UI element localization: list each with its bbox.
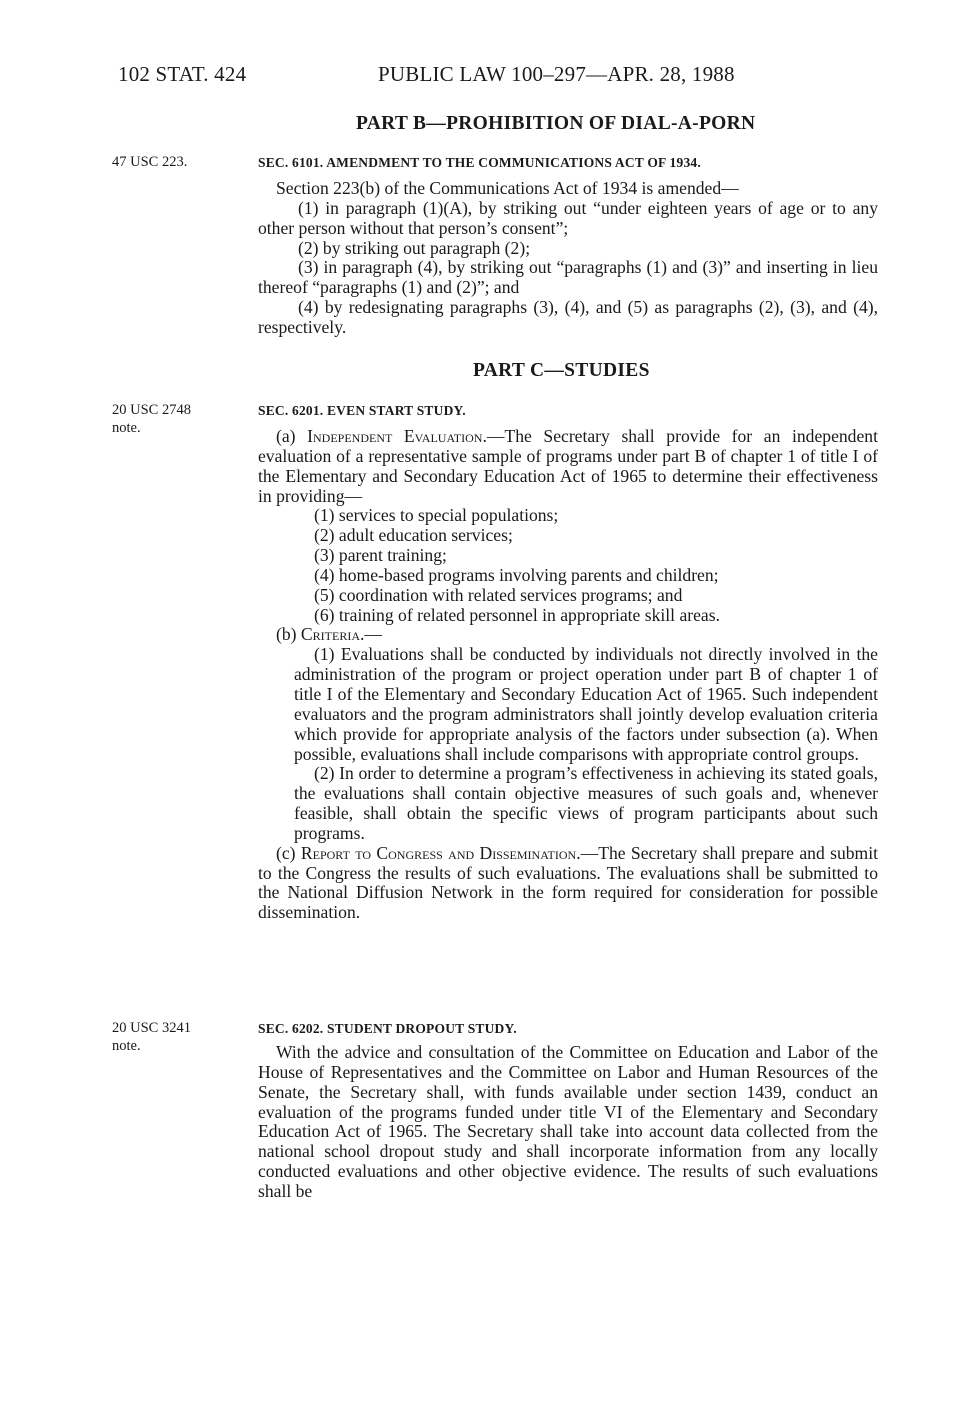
- subsection-a-item-5: (5) coordination with related services programs; and: [314, 584, 683, 605]
- margin-note-line: note.: [112, 1038, 141, 1054]
- sec-6101-item-2: (2) by striking out paragraph (2);: [298, 237, 531, 258]
- page-reference: 102 STAT. 424: [118, 62, 247, 86]
- subsection-b: [258, 625, 878, 645]
- subsection-a-label: (a): [276, 426, 308, 446]
- law-reference: PUBLIC LAW 100–297—APR. 28, 1988: [378, 62, 735, 86]
- subsection-b-dash: —: [364, 624, 382, 645]
- margin-note-line: 20 USC 2748: [112, 402, 191, 418]
- sec-6101-intro: Section 223(b) of the Communications Act of 1934 is amended—: [276, 178, 739, 198]
- sec-6101-item-1: (1) in paragraph (1)(A), by striking out “under eighteen years of age or to any other person without that person’s consent”;: [258, 197, 878, 238]
- subsection-c-text: —The Secretary shall prepare and submit to the Congress the results of such evaluations. The evaluations shall be submitted to the National Diffusion Network in the form required for consideration for possible dissemination.: [258, 842, 878, 923]
- subsection-c: [258, 844, 878, 923]
- subsection-c-caption: Report to Congress and Dissemination.: [300, 842, 581, 863]
- subsection-a-item-2: (2) adult education services;: [314, 525, 513, 546]
- sec-6101-item-4: (4) by redesignating paragraphs (3), (4), and (5) as paragraphs (2), (3), and (4), respectively.: [258, 297, 878, 337]
- subsection-b-label: (b): [276, 624, 301, 645]
- sec-6101-heading: SEC. 6101. AMENDMENT TO THE COMMUNICATIONS ACT OF 1934.: [258, 155, 701, 170]
- margin-note-20-usc-3241: [112, 1019, 191, 1055]
- part-b-title: PART B—PROHIBITION OF DIAL-A-PORN: [356, 113, 756, 134]
- subsection-a: [258, 427, 878, 506]
- margin-note-47-usc-223: 47 USC 223.: [112, 154, 188, 170]
- subsection-b-caption: Criteria.: [300, 624, 365, 645]
- subsection-b-item-1: (1) Evaluations shall be conducted by individuals not directly involved in the administration of the program or project operation under part B of chapter 1 of title I of the Elementary and Secondary Education Act of 1965. Such independent evaluators and the program administrators shall jointly develop evaluation criteria which provide for appropriate analysis of the factors under subsection (a). When possible, evaluations shall include comparisons with appropriate control groups.: [294, 644, 878, 764]
- subsection-b-item-2: (2) In order to determine a program’s effectiveness in achieving its stated goals, the evaluations shall contain objective measures of such goals and, whenever feasible, shall obtain the specific views of program participants about such programs.: [294, 763, 878, 843]
- subsection-c-label: (c): [276, 842, 301, 863]
- subsection-a-item-1: (1) services to special populations;: [314, 505, 559, 526]
- subsection-a-item-4: (4) home-based programs involving parents and children;: [314, 564, 719, 585]
- sec-6101-item-3: (3) in paragraph (4), by striking out “paragraphs (1) and (3)” and inserting in lieu thereof “paragraphs (1) and (2)”; and: [258, 257, 878, 298]
- sec-6202-body: [258, 1043, 878, 1202]
- sec-6202-heading: SEC. 6202. STUDENT DROPOUT STUDY.: [258, 1021, 517, 1036]
- subsection-a-item-6: (6) training of related personnel in appropriate skill areas.: [314, 604, 720, 625]
- margin-note-line: note.: [112, 420, 141, 436]
- margin-note-line: 20 USC 3241: [112, 1020, 191, 1036]
- sec-6201-body: [258, 427, 878, 923]
- sec-6201-heading: SEC. 6201. EVEN START STUDY.: [258, 403, 466, 418]
- part-c-title: PART C—STUDIES: [473, 360, 650, 381]
- subsection-a-text: —The Secretary shall provide for an independent evaluation of a representative sample of programs under part B of chapter 1 of title I of the Elementary and Secondary Education Act of 1965 to determine their effectiveness in providing—: [258, 426, 878, 506]
- margin-note-20-usc-2748: [112, 401, 191, 437]
- sec-6202-text: With the advice and consultation of the Committee on Education and Labor of the House of Representatives and the Committee on Labor and Human Resources of the Senate, the Secretary shall, with funds available under section 1439, conduct an evaluation of the programs funded under title VI of the Elementary and Secondary Education Act of 1965. The Secretary shall take into account data collected from the national school dropout study and shall incorporate information from any locally conducted evaluations and other objective evidence. The results of such evaluations shall be: [258, 1042, 878, 1201]
- subsection-a-caption: Independent Evaluation.: [307, 426, 487, 446]
- sec-6101-body: [258, 179, 878, 338]
- subsection-a-item-3: (3) parent training;: [314, 545, 447, 566]
